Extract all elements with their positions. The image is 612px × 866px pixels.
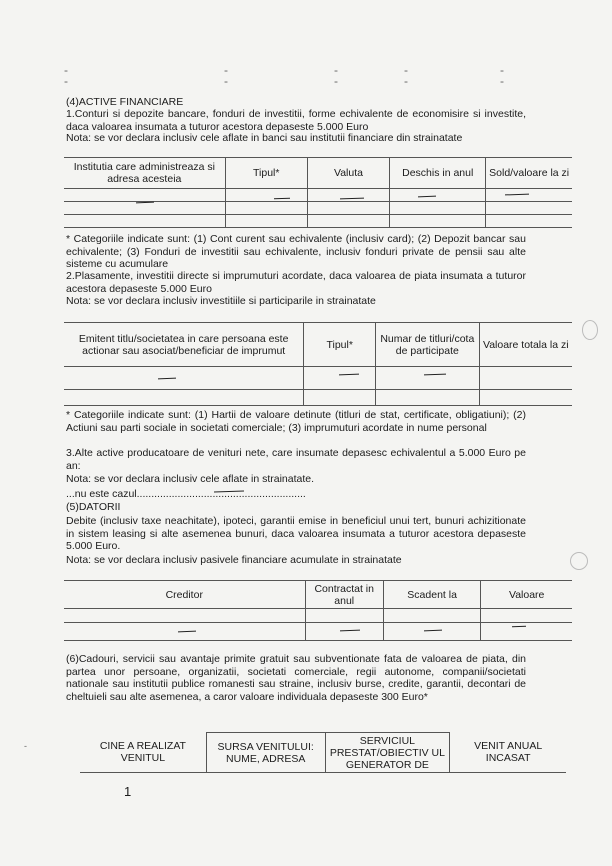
scan-artifact xyxy=(582,320,598,340)
section-5-text: Debite (inclusiv taxe neachitate), ipoteci, garantii emise in beneficiul unui tert, bunuri achizitionate in sistem leasing si alte asemenea bunuri, daca valoarea insumata a tuturor acestora depaseste 5.000 Euro. xyxy=(66,515,526,552)
section-4-item3-note: Nota: se vor declara inclusiv cele aflate in strainatate. xyxy=(66,473,315,485)
dash-mark: - xyxy=(500,63,504,77)
col-header-due: Scadent la xyxy=(383,581,481,609)
gifts-table xyxy=(80,732,566,773)
section-4-item1-note: Nota: se vor declara inclusiv cele aflate in banci sau institutii financiare din strainatate xyxy=(66,132,463,144)
dash-mark: - xyxy=(404,63,408,77)
col-header-type: Tipul* xyxy=(304,323,376,367)
section-4-item2-note: Nota: se vor declara inclusiv investitiile si participarile in strainatate xyxy=(66,295,376,307)
col-header-total-value: Valoare totala la zi xyxy=(479,323,572,367)
scan-speck: - xyxy=(24,741,27,751)
col-header-value: Valoare xyxy=(481,581,572,609)
section-5-note: Nota: se vor declara inclusiv pasivele financiare acumulate in strainatate xyxy=(66,554,402,566)
categories-note-1: * Categoriile indicate sunt: (1) Cont curent sau echivalente (inclusiv card); (2) Depozit bancar sau echivalente; (3) Fonduri de investitii sau echivalente, inclusiv fonduri private de pensii sau alte sisteme cu acumulare xyxy=(66,233,526,270)
section-6-text: (6)Cadouri, servicii sau avantaje primite gratuit sau subventionate fata de valoarea de piata, din partea unor persoane, organizatii, societati comerciale, regii autonome, companii/societati nationale sau institutii publice romanesti sau straine, inclusiv burse, credite, garantii, decontari de cheltuieli sau alte asemenea, a caror valoare individuala depaseste 300 Euro* xyxy=(66,653,526,703)
accounts-table xyxy=(64,157,572,228)
dash-mark: - xyxy=(64,63,68,77)
col-header-creditor: Creditor xyxy=(64,581,305,609)
section-4-item3: 3.Alte active producatoare de venituri nete, care insumate depasesc echivalentul a 5.000 Euro pe an: xyxy=(66,447,526,472)
page-number: 1 xyxy=(124,784,132,799)
debts-table xyxy=(64,580,572,641)
col-header-issuer: Emitent titlu/societatea in care persoana este actionar sau asociat/beneficiar de imprumut xyxy=(64,323,304,367)
col-header-shares: Numar de titluri/cota de participate xyxy=(376,323,479,367)
col-header-service: SERVICIUL PRESTAT/OBIECTIV UL GENERATOR DE xyxy=(325,733,450,773)
dash-mark: - xyxy=(334,74,338,88)
dash-mark: - xyxy=(334,63,338,77)
col-header-institution: Institutia care administreaza si adresa acesteia xyxy=(64,158,225,189)
section-5-heading: (5)DATORII xyxy=(66,501,121,513)
col-header-type: Tipul* xyxy=(225,158,307,189)
section-4-item3-value: ...nu este cazul.......................................................... xyxy=(66,488,306,500)
investments-table xyxy=(64,322,572,406)
col-header-source: SURSA VENITULUI: NUME, ADRESA xyxy=(206,733,325,773)
dash-mark: - xyxy=(224,63,228,77)
col-header-balance: Sold/valoare la zi xyxy=(486,158,572,189)
col-header-opened: Deschis in anul xyxy=(390,158,486,189)
col-header-annual-income: VENIT ANUAL INCASAT xyxy=(450,733,566,773)
section-4-item2: 2.Plasamente, investitii directe si imprumuturi acordate, daca valoarea de piata insumata a tuturor acestora depaseste 5.000 Euro xyxy=(66,270,526,295)
col-header-currency: Valuta xyxy=(307,158,389,189)
dash-mark: - xyxy=(404,74,408,88)
col-header-who: CINE A REALIZAT VENITUL xyxy=(80,733,206,773)
dash-mark: - xyxy=(500,74,504,88)
col-header-contracted: Contractat in anul xyxy=(305,581,383,609)
dash-mark: - xyxy=(64,74,68,88)
section-4-heading: (4)ACTIVE FINANCIARE xyxy=(66,96,184,108)
section-4-item1: 1.Conturi si depozite bancare, fonduri de investitii, forme echivalente de economisire si investite, daca valoarea insumata a tuturor acestora depaseste 5.000 Euro xyxy=(66,108,526,133)
categories-note-2: * Categoriile indicate sunt: (1) Hartii de valoare detinute (titluri de stat, certificate, obligatiuni); (2) Actiuni sau parti sociale in societati comerciale; (3) imprumuturi acordate in nume personal xyxy=(66,409,526,434)
scan-artifact xyxy=(570,552,588,570)
dash-mark: - xyxy=(224,74,228,88)
